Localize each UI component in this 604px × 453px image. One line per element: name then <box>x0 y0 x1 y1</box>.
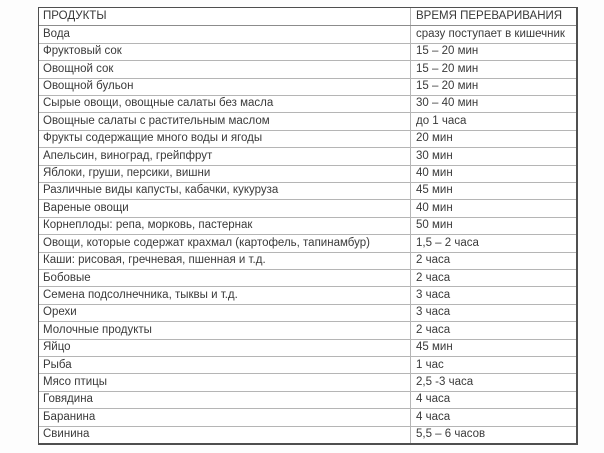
table-row <box>39 61 576 78</box>
products-column-header: ПРОДУКТЫ <box>39 8 411 25</box>
product-cell: Бобовые <box>39 270 411 286</box>
table-row <box>39 340 576 357</box>
table-row <box>39 79 576 96</box>
time-cell: 15 – 20 мин <box>416 62 479 75</box>
time-cell: 20 мин <box>416 132 453 145</box>
table-row <box>39 305 576 322</box>
table-row <box>39 96 576 113</box>
product-cell: Каши: рисовая, гречневая, пшенная и т.д. <box>39 253 411 269</box>
product-cell: Свинина <box>39 427 411 443</box>
product-cell: Овощи, которые содержат крахмал (картофель, тапинамбур) <box>39 235 411 251</box>
digestion-table <box>38 7 578 445</box>
product-cell: Корнеплоды: репа, морковь, пастернак <box>39 218 411 234</box>
time-cell: 45 мин <box>416 341 453 354</box>
table-row <box>39 44 576 61</box>
product-cell: Мясо птицы <box>39 374 411 390</box>
table-row <box>39 287 576 304</box>
time-cell: 30 – 40 мин <box>416 97 479 110</box>
table-row <box>39 131 576 148</box>
time-cell: 50 мин <box>416 219 453 232</box>
table-row <box>39 26 576 43</box>
time-cell: 1 час <box>416 358 444 371</box>
table-row <box>39 148 576 165</box>
product-cell: Молочные продукты <box>39 322 411 338</box>
product-cell: Орехи <box>39 305 411 321</box>
time-cell: 4 часа <box>416 393 451 406</box>
table-row <box>39 113 576 130</box>
product-cell: Вареные овощи <box>39 200 411 216</box>
table-body <box>39 26 576 443</box>
product-cell: Рыба <box>39 357 411 373</box>
digestion-time-column-header: ВРЕМЯ ПЕРЕВАРИВАНИЯ <box>416 9 563 22</box>
time-cell: 2 часа <box>416 323 451 336</box>
product-cell: Различные виды капусты, кабачки, кукуруза <box>39 183 411 199</box>
table-row <box>39 218 576 235</box>
product-cell: Яйцо <box>39 340 411 356</box>
time-cell: до 1 часа <box>416 114 467 127</box>
table-row <box>39 374 576 391</box>
time-cell: 3 часа <box>416 288 451 301</box>
time-cell: 5,5 – 6 часов <box>416 428 486 441</box>
product-cell: Сырые овощи, овощные салаты без масла <box>39 96 411 112</box>
time-cell: 45 мин <box>416 184 453 197</box>
time-cell: 15 – 20 мин <box>416 45 479 58</box>
table-row <box>39 235 576 252</box>
time-cell: 15 – 20 мин <box>416 80 479 93</box>
table-row <box>39 253 576 270</box>
product-cell: Яблоки, груши, персики, вишни <box>39 166 411 182</box>
product-cell: Баранина <box>39 409 411 425</box>
table-row <box>39 270 576 287</box>
table-row <box>39 409 576 426</box>
product-cell: Вода <box>39 26 411 42</box>
product-cell: Овощные салаты с растительным маслом <box>39 113 411 129</box>
table-header-row <box>39 8 576 26</box>
time-cell: 2 часа <box>416 271 451 284</box>
product-cell: Семена подсолнечника, тыквы и т.д. <box>39 287 411 303</box>
time-cell: 2 часа <box>416 254 451 267</box>
product-cell: Говядина <box>39 392 411 408</box>
product-cell: Овощной бульон <box>39 79 411 95</box>
table-row <box>39 183 576 200</box>
product-cell: Овощной сок <box>39 61 411 77</box>
time-cell: 2,5 -3 часа <box>416 375 474 388</box>
table-row <box>39 392 576 409</box>
table-row <box>39 427 576 443</box>
table-row <box>39 322 576 339</box>
product-cell: Апельсин, виноград, грейпфрут <box>39 148 411 164</box>
time-cell: сразу поступает в кишечник <box>416 27 565 40</box>
time-cell: 30 мин <box>416 149 453 162</box>
table-row <box>39 357 576 374</box>
table-row <box>39 166 576 183</box>
product-cell: Фрукты содержащие много воды и ягоды <box>39 131 411 147</box>
table-row <box>39 200 576 217</box>
time-cell: 3 часа <box>416 306 451 319</box>
time-cell: 40 мин <box>416 167 453 180</box>
time-cell: 1,5 – 2 часа <box>416 236 479 249</box>
product-cell: Фруктовый сок <box>39 44 411 60</box>
time-cell: 40 мин <box>416 201 453 214</box>
time-cell: 4 часа <box>416 410 451 423</box>
